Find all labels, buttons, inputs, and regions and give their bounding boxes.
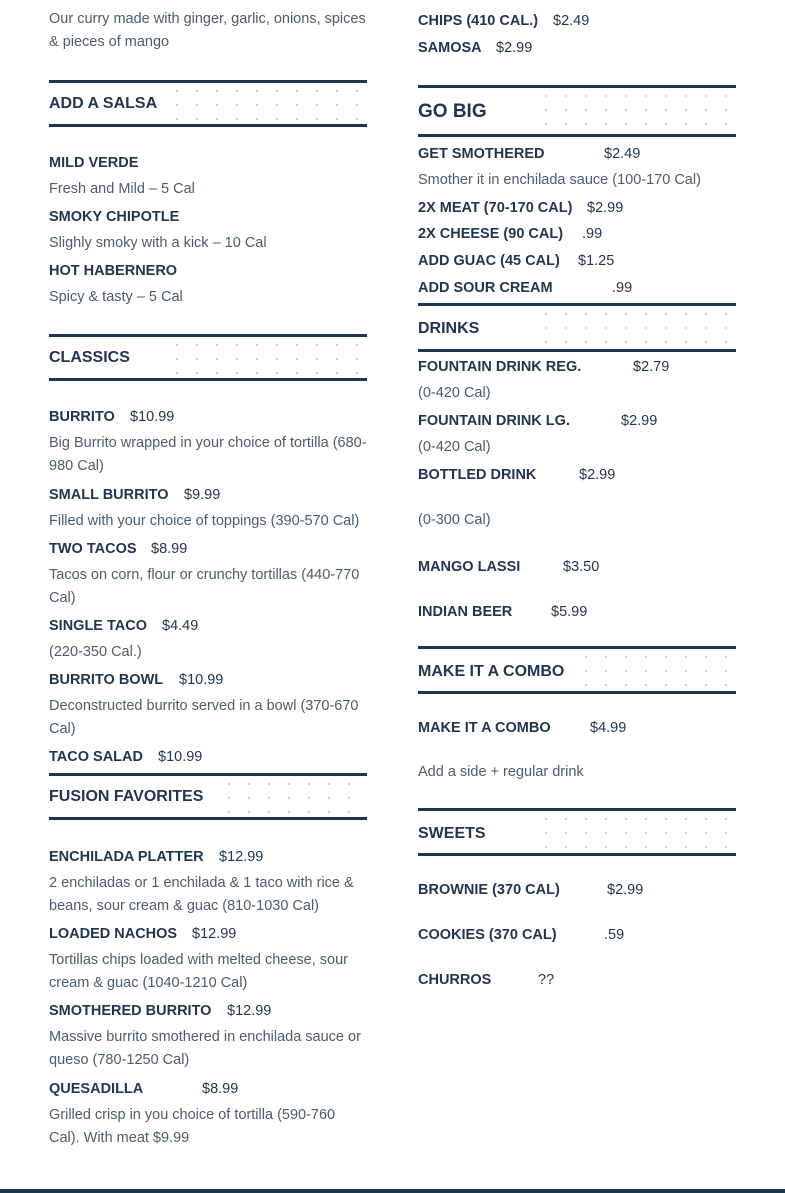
item-name: CHURROS [418, 972, 492, 988]
item-price: $8.99 [151, 541, 188, 557]
item-description: Tortillas chips loaded with melted cheese, sour cream & guac (1040-1210 Cal) [49, 952, 349, 991]
salsa-item[interactable] [49, 261, 177, 281]
item-description: Deconstructed burrito served in a bowl (370-670 Cal) [49, 698, 359, 737]
menu-item[interactable] [418, 925, 625, 945]
item-name: COOKIES (370 CAL) [418, 927, 557, 943]
item-name: BOTTLED DRINK [418, 467, 537, 483]
item-price: $5.99 [551, 604, 588, 620]
item-name: 2X CHEESE (90 CAL) [418, 226, 564, 242]
item-price: $2.99 [587, 200, 624, 216]
item-description: Massive burrito smothered in enchilada sauce or queso (780-1250 Cal) [49, 1029, 361, 1068]
salsa-top-rule [49, 80, 367, 83]
salsa-item[interactable] [49, 207, 179, 227]
drinks-section-title: DRINKS [418, 320, 480, 337]
fusion-top-rule [49, 773, 367, 776]
item-name: SMALL BURRITO [49, 487, 169, 503]
item-name: TWO TACOS [49, 541, 137, 557]
menu-item[interactable] [418, 198, 624, 218]
item-description: (0-420 Cal) [418, 439, 491, 455]
menu-item[interactable] [418, 38, 533, 58]
item-name: SMOKY CHIPOTLE [49, 209, 180, 225]
item-name: TACO SALAD [49, 749, 143, 765]
item-description: (0-420 Cal) [418, 385, 491, 401]
menu-item[interactable] [49, 485, 221, 505]
salsa-item[interactable] [49, 153, 138, 173]
classics-top-rule [49, 334, 367, 337]
item-price: $2.99 [607, 882, 644, 898]
item-price: .99 [582, 226, 603, 242]
sweets-top-rule [418, 808, 736, 811]
item-name: INDIAN BEER [418, 604, 513, 620]
item-description: (220-350 Cal.) [49, 644, 142, 660]
menu-item[interactable] [418, 970, 555, 990]
salsa-dot-pattern [167, 84, 367, 126]
combo-bottom-rule [418, 691, 736, 694]
item-price: ?? [538, 972, 555, 988]
item-name: MILD VERDE [49, 155, 139, 171]
menu-item[interactable] [49, 847, 264, 867]
gobig-dot-pattern [536, 89, 736, 131]
menu-item[interactable] [418, 602, 588, 622]
gobig-top-rule [418, 85, 736, 88]
item-name: QUESADILLA [49, 1081, 144, 1097]
item-description: Add a side + regular drink [418, 764, 584, 780]
item-description: Smother it in enchilada sauce (100-170 Cal) [418, 172, 701, 188]
item-price: $2.99 [621, 413, 658, 429]
item-price: $10.99 [158, 749, 203, 765]
sweets-dot-pattern [536, 812, 736, 854]
combo-dot-pattern [576, 650, 736, 692]
item-description: Filled with your choice of toppings (390-570 Cal) [49, 513, 360, 529]
item-price: $9.99 [184, 487, 221, 503]
menu-item[interactable] [49, 1079, 239, 1099]
menu-item[interactable] [49, 1001, 272, 1021]
item-price: $1.25 [578, 253, 615, 269]
curry-description: Our curry made with ginger, garlic, onions, spices & pieces of mango [49, 11, 366, 50]
classics-bottom-rule [49, 378, 367, 381]
item-price: $8.99 [202, 1081, 239, 1097]
item-price: $2.99 [579, 467, 616, 483]
item-price: $10.99 [130, 409, 175, 425]
item-price: .99 [612, 280, 633, 296]
item-name: HOT HABERNERO [49, 263, 178, 279]
menu-item[interactable] [418, 251, 615, 271]
menu-item[interactable] [49, 924, 237, 944]
menu-item[interactable] [418, 880, 644, 900]
item-price: $2.49 [553, 13, 590, 29]
fusion-bottom-rule [49, 817, 367, 820]
menu-item[interactable] [49, 616, 199, 636]
menu-item[interactable] [418, 357, 670, 377]
item-name: BURRITO [49, 409, 115, 425]
item-description: (0-300 Cal) [418, 512, 491, 528]
classics-section-title: CLASSICS [49, 349, 130, 366]
item-name: 2X MEAT (70-170 CAL) [418, 200, 573, 216]
item-name: LOADED NACHOS [49, 926, 178, 942]
drinks-dot-pattern [536, 307, 736, 349]
combo-section-title: MAKE IT A COMBO [418, 663, 565, 680]
item-price: $12.99 [192, 926, 237, 942]
item-price: $10.99 [179, 672, 224, 688]
item-description: Tacos on corn, flour or crunchy tortillas (440-770 Cal) [49, 567, 360, 606]
menu-item[interactable] [418, 718, 627, 738]
menu-item[interactable] [418, 278, 633, 298]
sweets-bottom-rule [418, 853, 736, 856]
item-description: Spicy & tasty – 5 Cal [49, 289, 183, 305]
combo-top-rule [418, 646, 736, 649]
menu-item[interactable] [418, 557, 600, 577]
classics-dot-pattern [167, 338, 367, 380]
item-name: FOUNTAIN DRINK REG. [418, 359, 582, 375]
item-price: $4.99 [590, 720, 627, 736]
item-description: Slighly smoky with a kick – 10 Cal [49, 235, 267, 251]
item-name: GET SMOTHERED [418, 146, 545, 162]
sweets-section-title: SWEETS [418, 825, 486, 842]
item-description: Big Burrito wrapped in your choice of tortilla (680-980 Cal) [49, 435, 367, 474]
item-name: ADD GUAC (45 CAL) [418, 253, 560, 269]
item-price: $12.99 [227, 1003, 272, 1019]
menu-item[interactable] [418, 11, 590, 31]
menu-item[interactable] [49, 539, 188, 559]
item-price: .59 [604, 927, 625, 943]
menu-item[interactable] [418, 144, 641, 164]
menu-item[interactable] [49, 407, 175, 427]
footer-rule [0, 1189, 785, 1193]
item-name: MAKE IT A COMBO [418, 720, 551, 736]
item-price: $3.50 [563, 559, 600, 575]
item-price: $4.49 [162, 618, 199, 634]
item-name: MANGO LASSI [418, 559, 521, 575]
item-description: Fresh and Mild – 5 Cal [49, 181, 195, 197]
menu-item[interactable] [418, 224, 603, 244]
item-name: FOUNTAIN DRINK LG. [418, 413, 570, 429]
fusion-dot-pattern [219, 777, 367, 819]
gobig-bottom-rule [418, 134, 736, 137]
item-name: ADD SOUR CREAM [418, 280, 553, 296]
item-name: SMOTHERED BURRITO [49, 1003, 212, 1019]
item-description: Grilled crisp in you choice of tortilla (590-760 Cal). With meat $9.99 [49, 1107, 336, 1146]
item-name: CHIPS (410 CAL.) [418, 13, 539, 29]
salsa-bottom-rule [49, 124, 367, 127]
gobig-section-title: GO BIG [418, 101, 487, 122]
salsa-section-title: ADD A SALSA [49, 95, 158, 112]
menu-item[interactable] [418, 465, 616, 485]
item-name: BROWNIE (370 CAL) [418, 882, 560, 898]
item-price: $2.79 [633, 359, 670, 375]
item-description: 2 enchiladas or 1 enchilada & 1 taco with rice & beans, sour cream & guac (810-1030 Cal) [49, 875, 354, 914]
menu-item[interactable] [49, 747, 203, 767]
item-name: ENCHILADA PLATTER [49, 849, 204, 865]
item-price: $12.99 [219, 849, 264, 865]
item-price: $2.49 [604, 146, 641, 162]
item-name: BURRITO BOWL [49, 672, 164, 688]
item-price: $2.99 [496, 40, 533, 56]
fusion-section-title: FUSION FAVORITES [49, 788, 204, 805]
drinks-top-rule [418, 303, 736, 306]
drinks-bottom-rule [418, 349, 736, 352]
menu-item[interactable] [418, 411, 658, 431]
menu-item[interactable] [49, 670, 224, 690]
item-name: SINGLE TACO [49, 618, 148, 634]
item-name: SAMOSA [418, 40, 482, 56]
